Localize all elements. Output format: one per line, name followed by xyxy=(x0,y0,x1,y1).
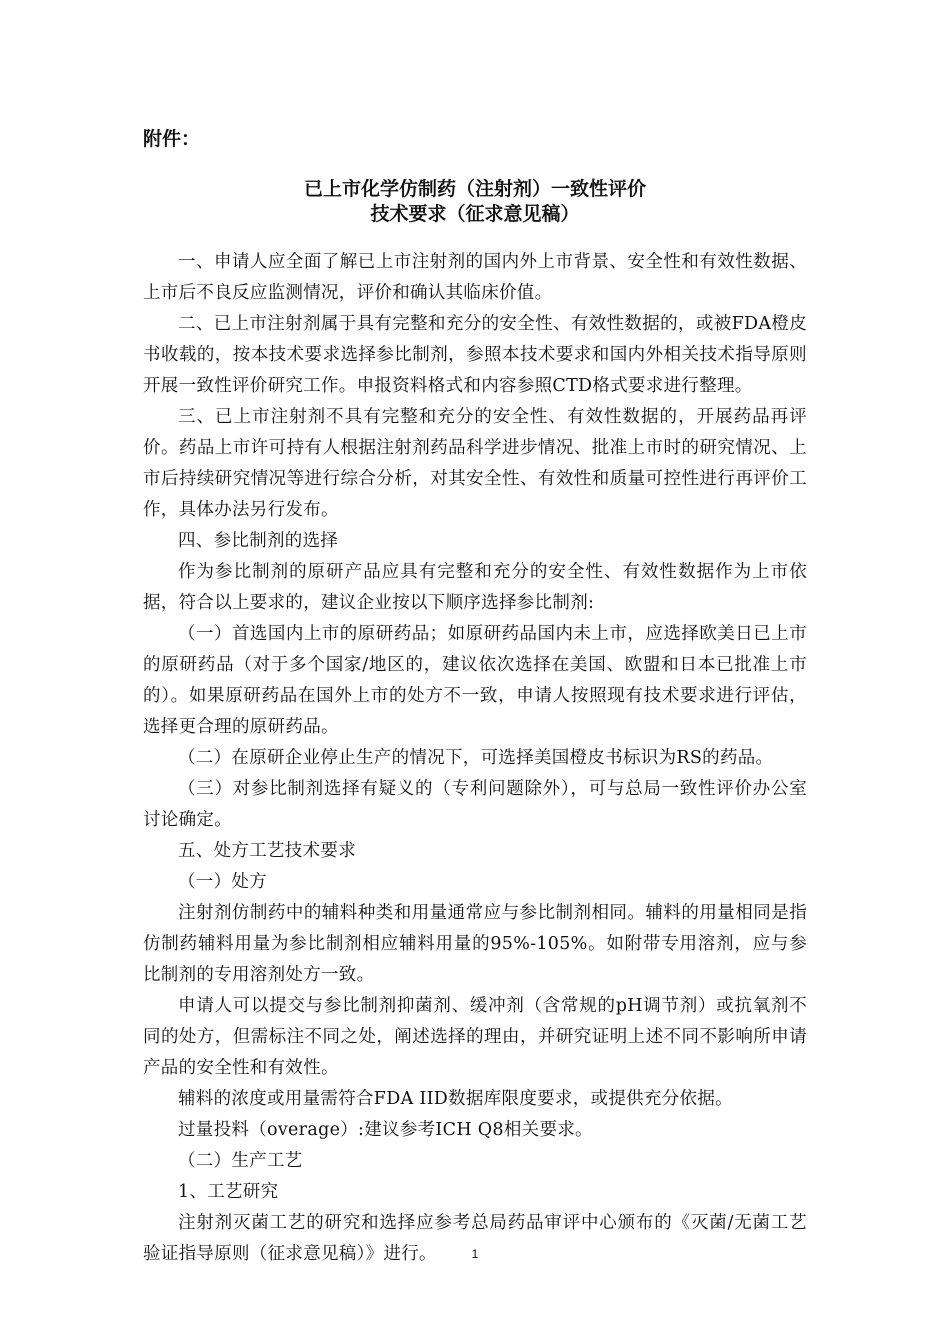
subsection-heading: （二）生产工艺 xyxy=(178,1151,303,1171)
paragraph: 申请人可以提交与参比制剂抑菌剂、缓冲剂（含常规的pH调节剂）或抗氧剂不同的处方，但需标注不同之处，阐述选择的理由，并研究证明上述不同不影响所申请产品的安全性和有效性。 xyxy=(143,996,807,1078)
paragraph: 二、已上市注射剂属于具有完整和充分的安全性、有效性数据的，或被FDA橙皮书收载的，按本技术要求选择参比制剂，参照本技术要求和国内外相关技术指导原则开展一致性评价研究工作。申报资料格式和内容参照CTD格式要求进行整理。 xyxy=(143,314,807,396)
paragraph: 作为参比制剂的原研产品应具有完整和充分的安全性、有效性数据作为上市依据，符合以上要求的，建议企业按以下顺序选择参比制剂: xyxy=(143,562,807,613)
subsection-heading: 1、工艺研究 xyxy=(178,1182,279,1202)
paragraph: 三、已上市注射剂不具有完整和充分的安全性、有效性数据的，开展药品再评价。药品上市许可持有人根据注射剂药品科学进步情况、批准上市时的研究情况、上市后持续研究情况等进行综合分析，对其安全性、有效性和质量可控性进行再评价工作，具体办法另行发布。 xyxy=(143,407,807,520)
paragraph: 辅料的浓度或用量需符合FDA IID数据库限度要求，或提供充分依据。 xyxy=(178,1089,733,1109)
section-heading: 四、参比制剂的选择 xyxy=(178,531,339,551)
paragraph: （三）对参比制剂选择有疑义的（专利问题除外），可与总局一致性评价办公室讨论确定。 xyxy=(143,779,807,830)
document-body xyxy=(143,247,807,1270)
page-number: 1 xyxy=(471,1247,479,1261)
paragraph: （二）在原研企业停止生产的情况下，可选择美国橙皮书标识为RS的药品。 xyxy=(178,748,774,768)
document-title-line-2: 技术要求（征求意见稿） xyxy=(370,203,580,225)
paragraph: 过量投料（overage）:建议参考ICH Q8相关要求。 xyxy=(178,1120,593,1140)
subsection-heading: （一）处方 xyxy=(178,872,267,892)
paragraph: 注射剂仿制药中的辅料种类和用量通常应与参比制剂相同。辅料的用量相同是指仿制药辅料用量为参比制剂相应辅料用量的95%-105%。如附带专用溶剂，应与参比制剂的专用溶剂处方一致。 xyxy=(143,903,807,985)
document-title-line-1: 已上市化学仿制药（注射剂）一致性评价 xyxy=(303,178,646,200)
paragraph: 一、申请人应全面了解已上市注射剂的国内外上市背景、安全性和有效性数据、上市后不良反应监测情况，评价和确认其临床价值。 xyxy=(143,252,807,303)
paragraph: 注射剂灭菌工艺的研究和选择应参考总局药品审评中心颁布的《灭菌/无菌工艺验证指导原则（征求意见稿）》进行。 xyxy=(143,1213,807,1264)
annex-label: 附件： xyxy=(143,128,201,150)
section-heading: 五、处方工艺技术要求 xyxy=(178,841,356,861)
paragraph: （一）首选国内上市的原研药品；如原研药品国内未上市，应选择欧美日已上市的原研药品（对于多个国家/地区的，建议依次选择在美国、欧盟和日本已批准上市的）。如果原研药品在国外上市的处方不一致，申请人按照现有技术要求进行评估，选择更合理的原研药品。 xyxy=(143,624,807,737)
